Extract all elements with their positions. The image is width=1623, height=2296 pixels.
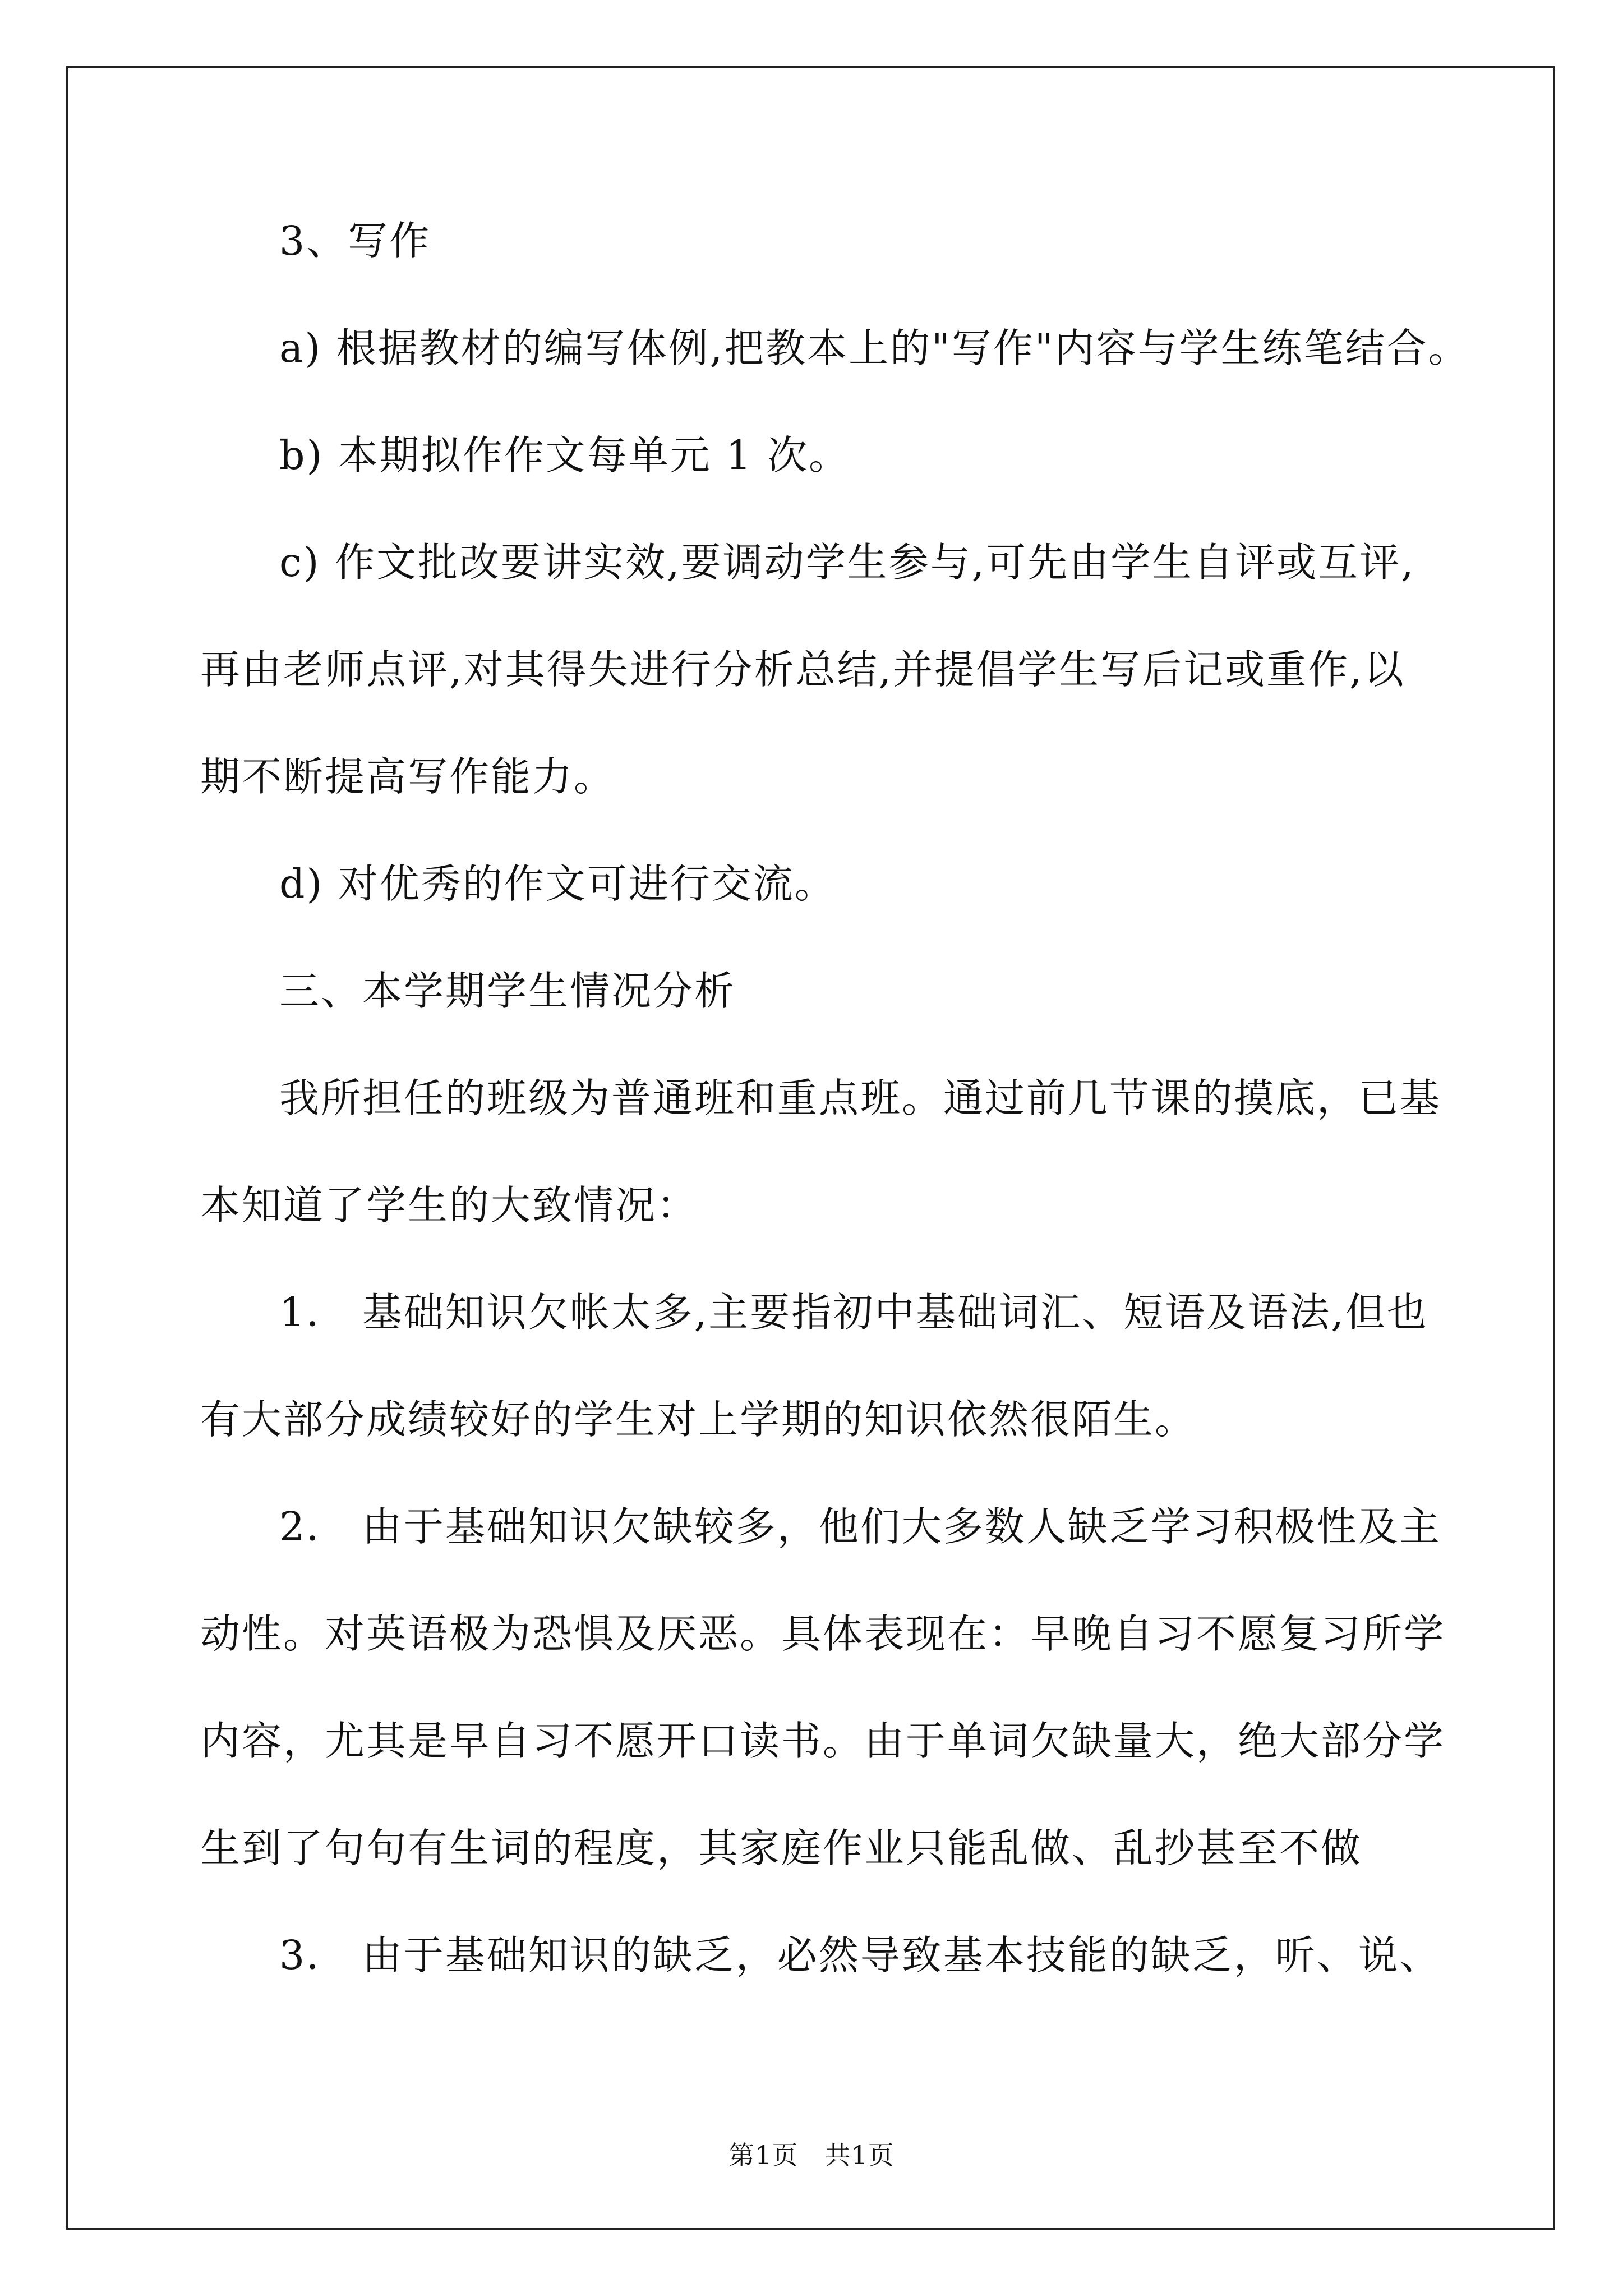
paragraph-line: 生到了句句有生词的程度，其家庭作业只能乱做、乱抄甚至不做: [200, 1825, 1363, 1871]
paragraph-line: 我所担任的班级为普通班和重点班。通过前几节课的摸底，已基: [279, 1075, 1442, 1121]
paragraph-line: c) 作文批改要讲实效,要调动学生参与,可先由学生自评或互评,: [279, 539, 1415, 586]
paragraph-line: b) 本期拟作作文每单元 1 次。: [279, 432, 851, 478]
page-footer: 第1页 共1页: [728, 2140, 895, 2170]
paragraph-line: 内容，尤其是早自习不愿开口读书。由于单词欠缺量大，绝大部分学: [200, 1718, 1446, 1764]
section-heading: 三、本学期学生情况分析: [279, 968, 736, 1014]
paragraph-line: 3． 由于基础知识的缺乏，必然导致基本技能的缺乏，听、说、: [279, 1932, 1441, 1978]
paragraph-line: 动性。对英语极为恐惧及厌恶。具体表现在：早晚自习不愿复习所学: [200, 1611, 1446, 1657]
paragraph-line: 再由老师点评,对其得失进行分析总结,并提倡学生写后记或重作,以: [200, 646, 1405, 693]
paragraph-line: 有大部分成绩较好的学生对上学期的知识依然很陌生。: [200, 1396, 1197, 1443]
paragraph-line: a) 根据教材的编写体例,把教本上的"写作"内容与学生练笔结合。: [279, 325, 1470, 371]
paragraph-line: 1． 基础知识欠帐太多,主要指初中基础词汇、短语及语法,但也: [279, 1289, 1428, 1336]
paragraph-line: 本知道了学生的大致情况：: [200, 1182, 699, 1228]
paragraph-line: d) 对优秀的作文可进行交流。: [279, 861, 836, 907]
paragraph-line: 2． 由于基础知识欠缺较多，他们大多数人缺乏学习积极性及主: [279, 1503, 1441, 1550]
paragraph-heading-writing: 3、写作: [279, 218, 431, 264]
paragraph-line: 期不断提高写作能力。: [200, 753, 616, 800]
page-border: [66, 66, 1555, 2230]
